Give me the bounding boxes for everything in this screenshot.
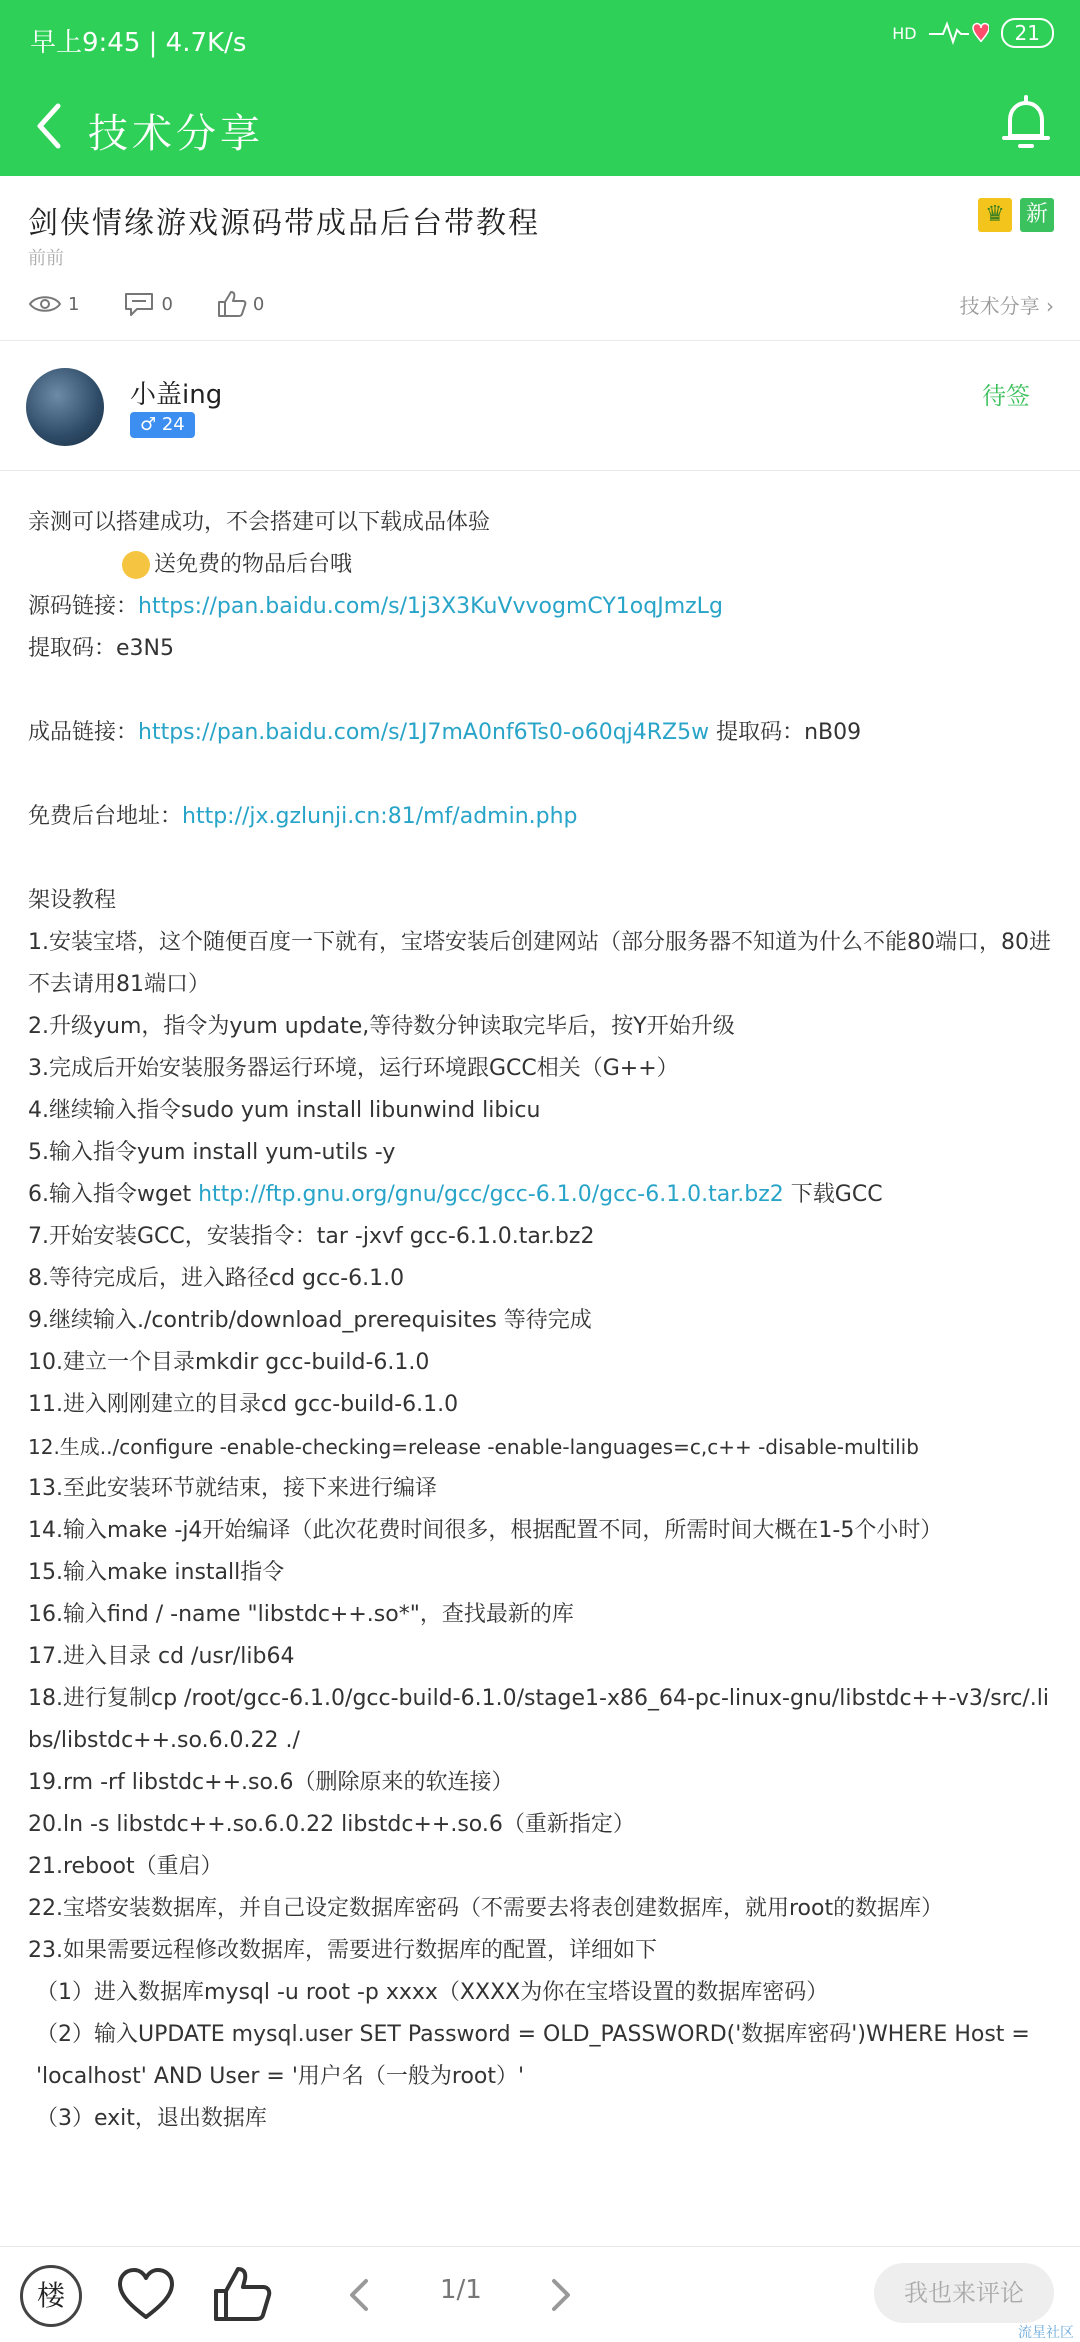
content-line: 4.继续输入指令sudo yum install libunwind libicu <box>28 1098 541 1123</box>
content-line: 12.生成../configure -enable-checking=release -enable-languages=c,c++ -disable-multilib <box>28 1435 919 1459</box>
crown-icon: ♛ <box>978 198 1012 232</box>
chevron-right-icon[interactable] <box>530 2265 590 2325</box>
content-line: 提取码：e3N5 <box>28 636 174 661</box>
bottom-action-bar <box>0 2246 1080 2341</box>
product-link[interactable]: https://pan.baidu.com/s/1J7mA0nf6Ts0-o60qj4RZ5w <box>138 720 710 745</box>
post-stats <box>28 290 264 318</box>
content-line: 送免费的物品后台哦 <box>28 544 1052 586</box>
comment-input[interactable]: 我也来评论 <box>874 2263 1054 2323</box>
post-content <box>28 502 1052 2140</box>
content-line: 8.等待完成后，进入路径cd gcc-6.1.0 <box>28 1266 405 1291</box>
likes-count: 0 <box>252 293 265 315</box>
category-label: 技术分享 <box>959 294 1040 318</box>
admin-link[interactable]: http://jx.gzlunji.cn:81/mf/admin.php <box>182 804 578 829</box>
content-line: 20.ln -s libstdc++.so.6.0.22 libstdc++.so.6（重新指定） <box>28 1812 635 1837</box>
content-line: 7.开始安装GCC，安装指令：tar -jxvf gcc-6.1.0.tar.bz2 <box>28 1224 595 1249</box>
content-line: 13.至此安装环节就结束，接下来进行编译 <box>28 1476 437 1501</box>
content-line: 11.进入刚刚建立的目录cd gcc-build-6.1.0 <box>28 1392 459 1417</box>
content-line: 21.reboot（重启） <box>28 1854 223 1879</box>
content-line: 源码链接：https://pan.baidu.com/s/1j3X3KuVvvogmCY1oqJmzLg <box>28 594 723 619</box>
content-line: （1）进入数据库mysql -u root -p xxxx（XXXX为你在宝塔设置的数据库密码） <box>36 1980 829 2005</box>
content-line: 10.建立一个目录mkdir gcc-build-6.1.0 <box>28 1350 430 1375</box>
eye-icon <box>28 293 62 315</box>
content-line: 17.进入目录 cd /usr/lib64 <box>28 1644 295 1669</box>
content-line: 成品链接：https://pan.baidu.com/s/1J7mA0nf6Ts0-o60qj4RZ5w 提取码：nB09 <box>28 720 862 745</box>
content-line: 19.rm -rf libstdc++.so.6（删除原来的软连接） <box>28 1770 514 1795</box>
content-line: 22.宝塔安装数据库，并自己设定数据库密码（不需要去将表创建数据库，就用root的数据库） <box>28 1896 944 1921</box>
back-arrow-icon[interactable] <box>30 96 70 156</box>
comments-stat <box>123 290 172 318</box>
likes-stat[interactable] <box>217 290 264 318</box>
author-name[interactable]: 小盖ing <box>130 380 223 410</box>
category-link[interactable] <box>960 290 1054 319</box>
floor-button[interactable]: 楼 <box>20 2265 82 2327</box>
watermark: 流星社区 <box>1018 2325 1074 2341</box>
post-title: 剑侠情缘游戏源码带成品后台带教程 <box>28 206 540 241</box>
chevron-right-icon: › <box>1046 294 1054 318</box>
content-line: 2.升级yum，指令为yum update,等待数分钟读取完毕后，按Y开始升级 <box>28 1014 735 1039</box>
content-line: 15.输入make install指令 <box>28 1560 285 1585</box>
avatar[interactable] <box>26 368 104 446</box>
content-line: （2）输入UPDATE mysql.user SET Password = OLD_PASSWORD('数据库密码')WHERE Host = 'localhost' AND User = '用户名（一般为root）' <box>36 2022 1030 2089</box>
battery-indicator: 21 <box>1001 18 1054 48</box>
thumbs-up-icon[interactable] <box>212 2265 272 2325</box>
content-line: 1.安装宝塔，这个随便百度一下就有，宝塔安装后创建网站（部分服务器不知道为什么不能80端口，80进不去请用81端口） <box>28 930 1051 997</box>
content-line: 3.完成后开始安装服务器运行环境，运行环境跟GCC相关（G++） <box>28 1056 679 1081</box>
bell-icon[interactable] <box>998 94 1054 154</box>
nav-bar <box>0 96 1080 156</box>
content-line: 16.输入find / -name "libstdc++.so*"，查找最新的库 <box>28 1602 574 1627</box>
content-line: 免费后台地址：http://jx.gzlunji.cn:81/mf/admin.php <box>28 804 578 829</box>
post-badges <box>978 198 1054 232</box>
app-header <box>0 0 1080 176</box>
status-icons <box>892 18 1054 48</box>
heartbeat-icon <box>929 20 989 46</box>
nav-title: 技术分享 <box>88 111 264 157</box>
page-indicator: 1/1 <box>440 2275 482 2305</box>
follow-button[interactable]: 待签 <box>982 382 1030 410</box>
source-link[interactable]: https://pan.baidu.com/s/1j3X3KuVvvogmCY1oqJmzLg <box>138 594 723 619</box>
content-line: 架设教程 <box>28 888 117 913</box>
hd-signal-icon: HD <box>892 23 917 43</box>
gcc-link[interactable]: http://ftp.gnu.org/gnu/gcc/gcc-6.1.0/gcc-6.1.0.tar.bz2 <box>198 1182 784 1207</box>
divider <box>0 340 1080 341</box>
author-row[interactable] <box>26 364 1056 454</box>
content-line: 14.输入make -j4开始编译（此次花费时间很多，根据配置不同，所需时间大概在1-5个小时） <box>28 1518 943 1543</box>
views-stat <box>28 293 79 315</box>
content-line: （3）exit，退出数据库 <box>36 2106 267 2131</box>
content-line: 5.输入指令yum install yum-utils -y <box>28 1140 396 1165</box>
divider <box>0 470 1080 471</box>
status-time: 早上9:45 | 4.7K/s <box>30 28 247 58</box>
comments-count: 0 <box>161 293 173 315</box>
content-line: 9.继续输入./contrib/download_prerequisites 等待完成 <box>28 1308 592 1333</box>
content-line: 23.如果需要远程修改数据库，需要进行数据库的配置，详细如下 <box>28 1938 657 1963</box>
heart-icon[interactable] <box>116 2265 176 2325</box>
content-line: 18.进行复制cp /root/gcc-6.1.0/gcc-build-6.1.0/stage1-x86_64-pc-linux-gnu/libstdc++-v3/src/.libs/libstdc++.so.6.0.22 ./ <box>28 1686 1049 1753</box>
new-badge: 新 <box>1020 198 1054 232</box>
views-count: 1 <box>68 293 80 315</box>
gender-age-badge: ♂ 24 <box>130 412 195 438</box>
content-line: 6.输入指令wget http://ftp.gnu.org/gnu/gcc/gcc-6.1.0/gcc-6.1.0.tar.bz2 下载GCC <box>28 1182 883 1207</box>
content-line: 亲测可以搭建成功，不会搭建可以下载成品体验 <box>28 510 491 535</box>
comment-icon <box>123 290 155 318</box>
thumbs-up-icon <box>217 290 247 318</box>
emoji-face-icon <box>122 551 150 579</box>
post-subtitle: 前前 <box>28 248 64 269</box>
chevron-left-icon[interactable] <box>330 2265 390 2325</box>
